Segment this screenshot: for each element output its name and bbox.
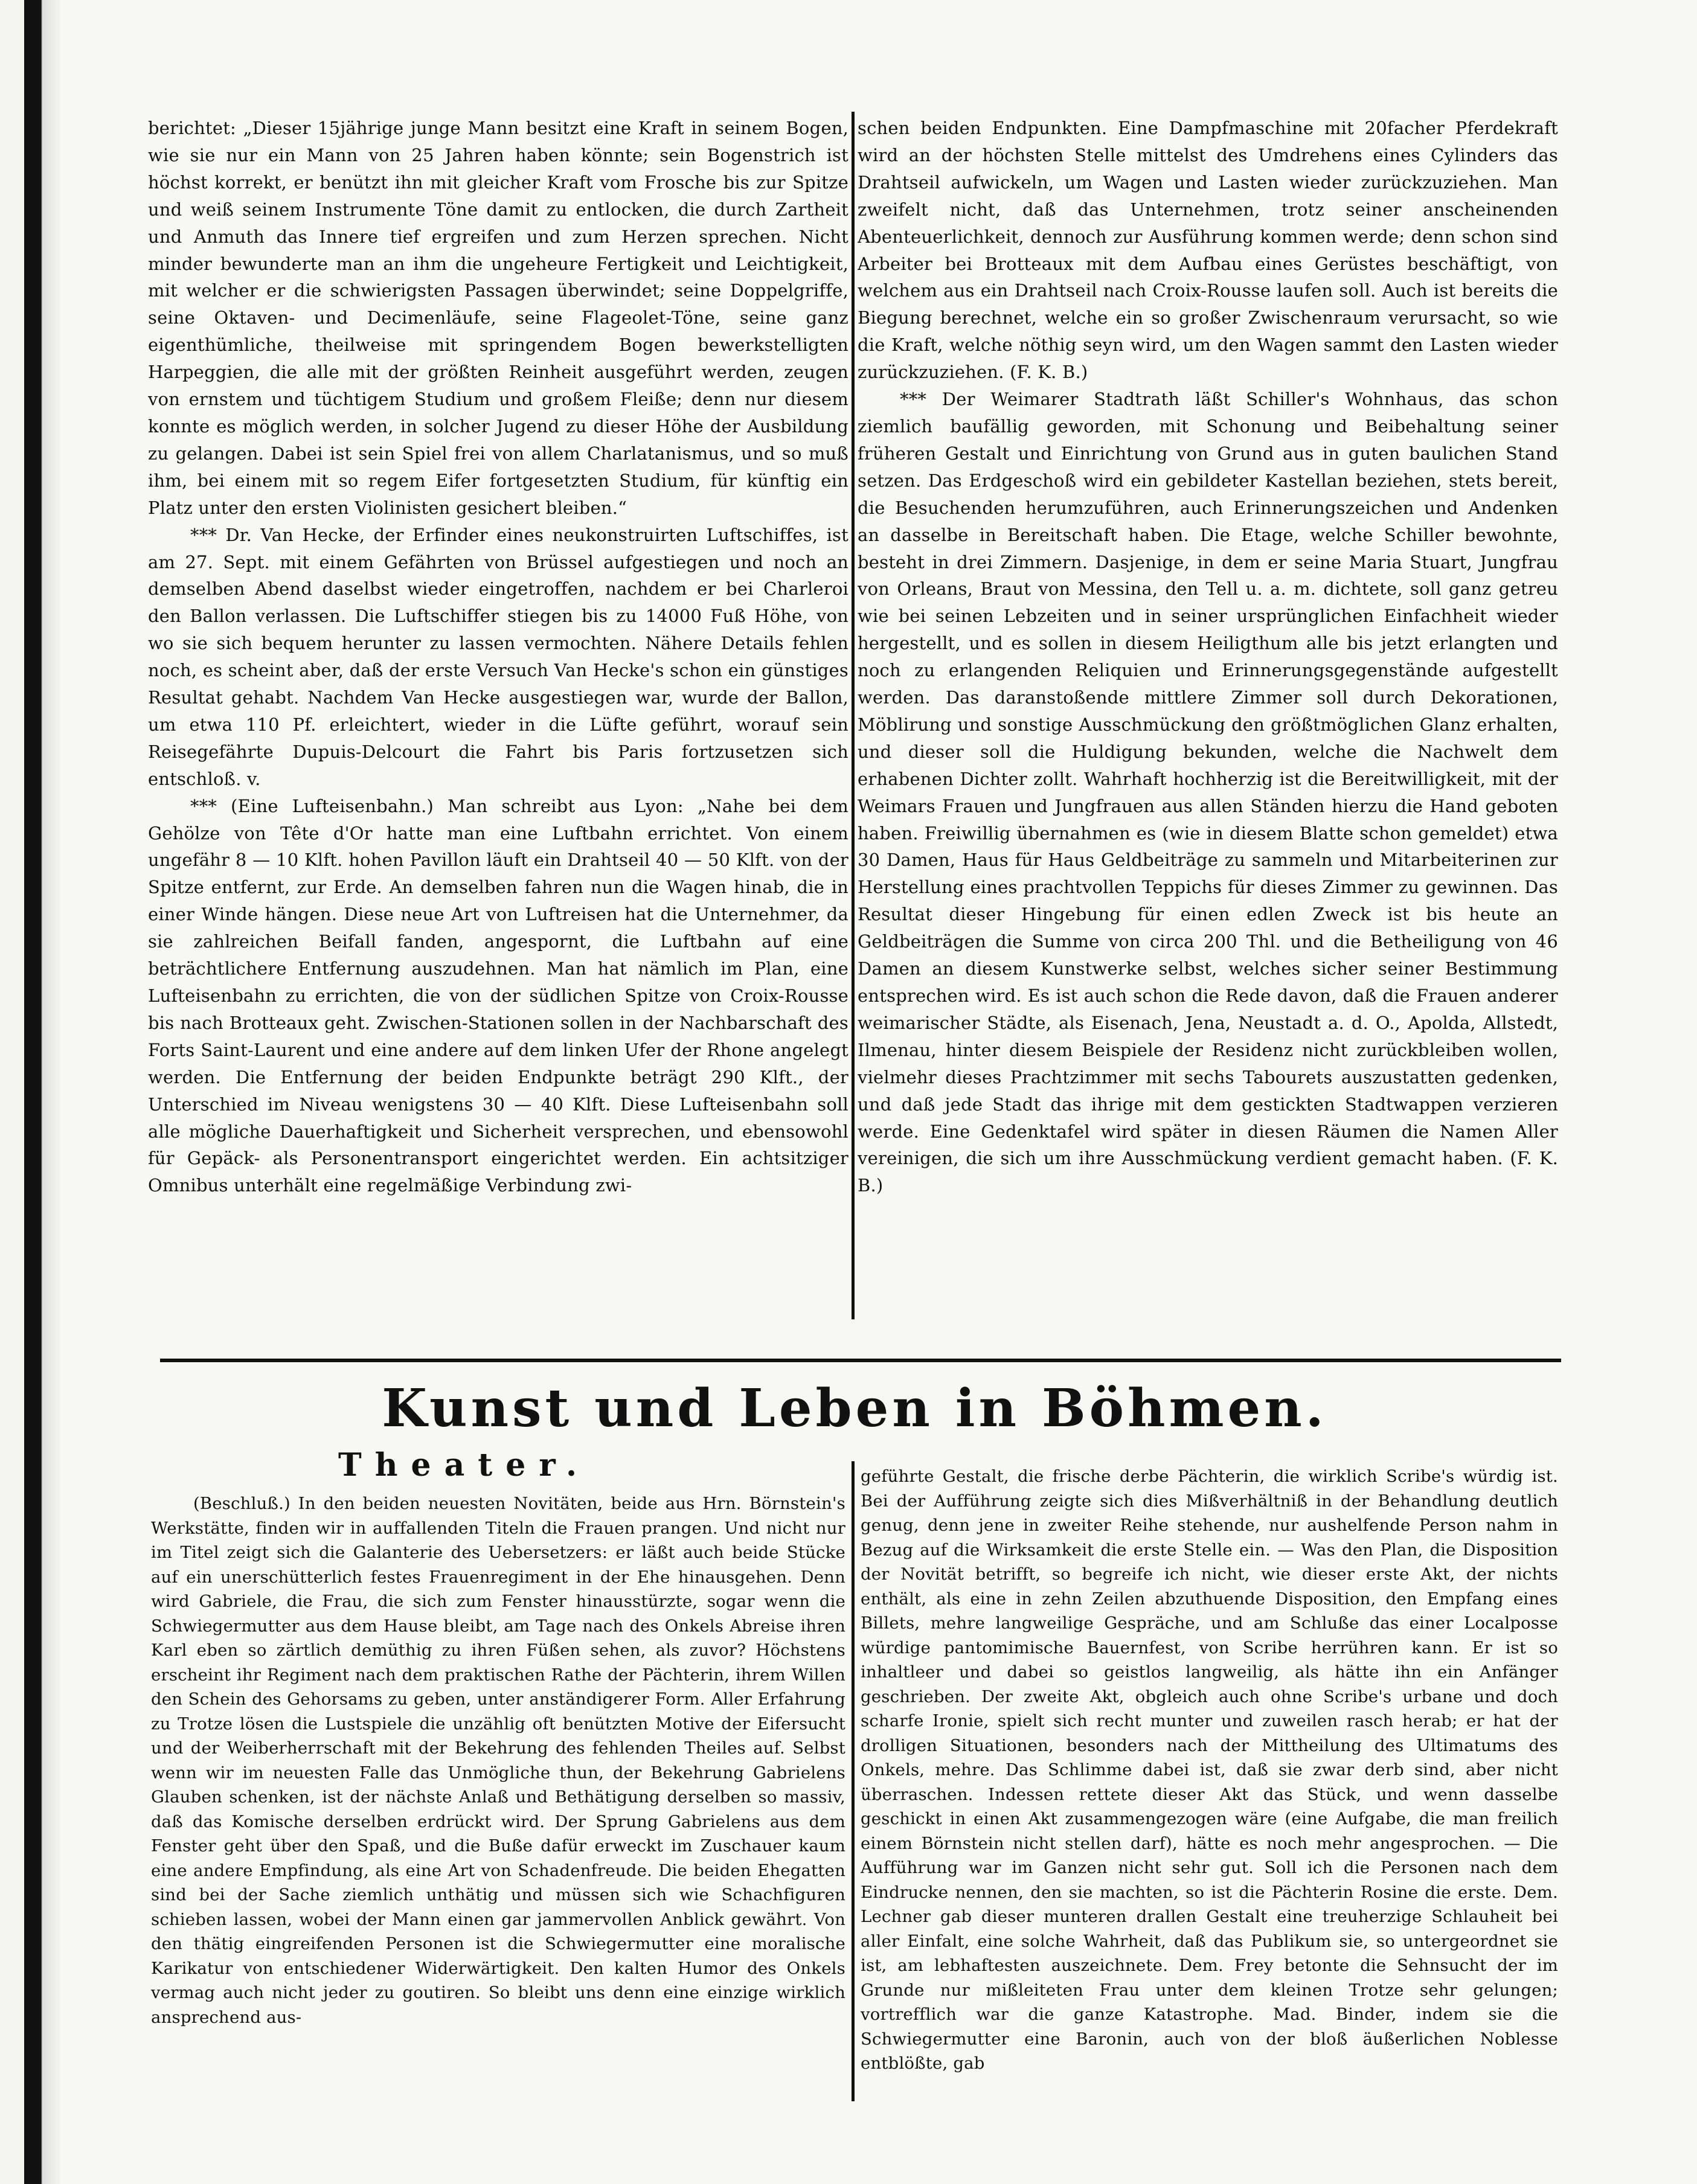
paragraph-schiller-haus: *** Der Weimarer Stadtrath läßt Schiller's Wohnhaus, das schon ziemlich baufällig geworden, mit Schonung und Beibehaltung seiner früheren Gestalt und Einrichtung von Grund aus in guten baulichen Stand setzen. Das Erdgeschoß wird ein gebildeter Kastellan beziehen, stets bereit, die Besuchenden herumzuführen, auch Erinnerungszeichen und Andenken an dasselbe in Bereitschaft haben. Die Etage, welche Schiller bewohnte, besteht in drei Zimmern. Dasjenige, in dem er seine Maria Stuart, Jungfrau von Orleans, Braut von Messina, den Tell u. a. m. dichtete, soll ganz getreu wie bei seinen Lebzeiten und in seiner ursprünglichen Einfachheit wieder hergestellt, und es sollen in diesem Heiligthum alle bis jetzt erlangten und noch zu erlangenden Reliquien und Erinnerungsgegenstände aufgestellt werden. Das daranstoßende mittlere Zimmer soll durch Dekorationen, Möblirung und sonstige Ausschmückung den größtmöglichen Glanz erhalten, und dieser soll die Huldigung bekunden, welche die Nachwelt dem erhabenen Dichter zollt. Wahrhaft hochherzig ist die Bereitwilligkeit, mit der Weimars Frauen und Jungfrauen aus allen Ständen hierzu die Hand geboten haben. Freiwillig übernahmen es (wie in diesem Blatte schon gemeldet) etwa 30 Damen, Haus für Haus Geldbeiträge zu sammeln und Mitarbeiterinen zur Herstellung eines prachtvollen Teppichs für dieses Zimmer zu gewinnen. Das Resultat dieser Hingebung für einen edlen Zweck ist bis heute an Geldbeiträgen die Summe von circa 200 Thl. und die Betheiligung von 46 Damen an diesem Kunstwerke selbst, welches sicher seiner Bestimmung entsprechen wird. Es ist auch schon die Rede davon, daß die Frauen anderer weimarischer Städte, als Eisenach, Jena, Neustadt a. d. O., Apolda, Allstedt, Ilmenau, hinter diesem Beispiele der Residenz nicht zurückbleiben wollen, vielmehr dieses Prachtzimmer mit sechs Tabourets auszustatten gedenken, und daß jede Stadt das ihrige mit dem gestickten Stadtwappen verzieren werde. Eine Gedenktafel wird später in diesen Räumen die Namen Aller vereinigen, die sich um ihre Ausschmückung verdient gemacht haben. (F. K. B.) xyxy=(858,389,1558,1196)
section-title: Kunst und Leben in Böhmen. xyxy=(382,1378,1327,1439)
paragraph-luftschiff: *** Dr. Van Hecke, der Erfinder eines neukonstruirten Luftschiffes, ist am 27. Sept. mit einem Gefährten von Brüssel aufgestiegen und noch an demselben Abend daselbst wieder eingetroffen, nachdem er bei Charleroi den Ballon verlassen. Die Luftschiffer stiegen bis zu 14000 Fuß Höhe, von wo sie sich bequem herunter zu lassen vermochten. Nähere Details fehlen noch, es scheint aber, daß der erste Versuch Van Hecke's schon ein günstiges Resultat gehabt. Nachdem Van Hecke ausgestiegen war, wurde der Ballon, um etwa 110 Pf. erleichtert, wieder in die Lüfte geführt, worauf sein Reisegefährte Dupuis-Delcourt die Fahrt bis Paris fortzusetzen sich entschloß. v. xyxy=(148,524,849,789)
paragraph-violinist: berichtet: „Dieser 15jährige junge Mann besitzt eine Kraft in seinem Bogen, wie sie nur ein Mann von 25 Jahren haben könnte; sein Bogenstrich ist höchst korrekt, er benützt ihn mit gleicher Kraft vom Frosche bis zur Spitze und weiß seinem Instrumente Töne damit zu entlocken, die durch Zartheit und Anmuth das Innere tief ergreifen und zum Herzen sprechen. Nicht minder bewunderte man an ihm die ungeheure Fertigkeit und Leichtigkeit, mit welcher er die schwierigsten Passagen überwindet; seine Doppelgriffe, seine Oktaven- und Decimenläufe, seine Flageolet-Töne, seine ganz eigenthümliche, theilweise mit springendem Bogen bewerkstelligten Harpeggien, die alle mit der größten Reinheit ausgeführt werden, zeugen von ernstem und tüchtigem Studium und großem Fleiße; denn nur diesem konnte es möglich werden, in solcher Jugend zu dieser Höhe der Ausbildung zu gelangen. Dabei ist sein Spiel frei von allem Charlatanismus, und so muß ihm, bei einem mit so regem Eifer fortgesetzten Studium, für künftig ein Platz unter den ersten Violinisten gesichert bleiben.“ xyxy=(148,118,849,518)
bottom-right-column xyxy=(861,1464,1558,2104)
paragraph-lufteisenbahn-cont: schen beiden Endpunkten. Eine Dampfmaschine mit 20facher Pferdekraft wird an der höchsten Stelle mittelst des Umdrehens eines Cylinders das Drahtseil aufwickeln, um Wagen und Lasten wieder zurückzuziehen. Man zweifelt nicht, daß das Unternehmen, trotz seiner anscheinenden Abenteuerlichkeit, dennoch zur Ausführung kommen werde; denn schon sind Arbeiter bei Brotteaux mit dem Aufbau eines Gerüstes beschäftigt, von welchem aus ein Drahtseil nach Croix-Rousse laufen soll. Auch ist bereits die Biegung berechnet, welche ein so großer Zwischenraum verursacht, so wie die Kraft, welche nöthig seyn wird, um den Wagen sammt den Lasten wieder zurückzuziehen. (F. K. B.) xyxy=(858,118,1558,383)
top-right-column xyxy=(858,115,1558,1319)
subsection-title: Theater. xyxy=(338,1447,591,1484)
book-binding-edge xyxy=(24,0,60,2184)
column-divider-top xyxy=(852,112,855,1319)
paragraph-theater: (Beschluß.) In den beiden neuesten Novitäten, beide aus Hrn. Börnstein's Werkstätte, finden wir in auffallenden Titeln die Frauen prangen. Und nicht nur im Titel zeigt sich die Galanterie des Uebersetzers: er läßt auch beide Stücke auf ein unerschütterlich festes Frauenregiment in der Ehe hinausgehen. Denn wird Gabriele, die Frau, die sich zum Fenster hinausstürzte, sogar wenn die Schwiegermutter aus dem Hause bleibt, am Tage nach des Onkels Abreise ihren Karl eben so zärtlich demüthig zu ihren Füßen sehen, als zuvor? Höchstens erscheint ihr Regiment nach dem praktischen Rathe der Pächterin, ihrem Willen den Schein des Gehorsams zu geben, unter anständigerer Form. Aller Erfahrung zu Trotze lösen die Lustspiele die unzählig oft benützten Motive der Eifersucht und der Weiberherrschaft mit der Bekehrung des fehlenden Theiles auf. Selbst wenn wir im neuesten Falle das Unmögliche thun, der Bekehrung Gabrielens Glauben schenken, ist der nächste Anlaß und Bethätigung derselben so massiv, daß das Komische derselben erdrückt wird. Der Sprung Gabrielens aus dem Fenster geht über den Spaß, und die Buße dafür erweckt im Zuschauer kaum eine andere Empfindung, als eine Art von Schadenfreude. Die beiden Ehegatten sind bei der Sache ziemlich unthätig und müssen sich wie Schachfiguren schieben lassen, wobei der Mann einen gar jammervollen Anblick gewährt. Von den thätig eingreifenden Personen ist die Schwiegermutter eine moralische Karikatur von entschiedener Widerwärtigkeit. Den kalten Humor des Onkels vermag auch nicht jeder zu goutiren. So bleibt uns denn eine einzige wirklich ansprechend aus- xyxy=(151,1494,845,2027)
paragraph-theater-cont: geführte Gestalt, die frische derbe Pächterin, die wirklich Scribe's würdig ist. Bei der Aufführung zeigte sich dies Mißverhältniß in der Behandlung deutlich genug, denn jene in zweiter Reihe stehende, nur aushelfende Person nahm in Bezug auf die Wirksamkeit die erste Stelle ein. — Was den Plan, die Disposition der Novität betrifft, so begreife ich nicht, wie dieser erste Akt, der nichts enthält, als eine in zehn Zeilen abzuthuende Disposition, den Empfang eines Billets, mehre langweilige Gespräche, und am Schluße das einer Localposse würdige pantomimische Bauernfest, von Scribe herrühren kann. Er ist so inhaltleer und dabei so geistlos langweilig, als hätte ihn ein Anfänger geschrieben. Der zweite Akt, obgleich auch ohne Scribe's urbane und doch scharfe Ironie, spielt sich recht munter und zuweilen rasch herab; er hat der drolligen Situationen, besonders nach der Mittheilung des Ultimatums des Onkels, mehre. Das Schlimme dabei ist, daß sie zwar derb sind, aber nicht überraschen. Indessen rettete dieser Akt das Stück, und wenn dasselbe geschickt in einen Akt zusammengezogen wäre (eine Aufgabe, die man freilich einem Börnstein nicht stellen darf), hätte es noch mehr angesprochen. — Die Aufführung war im Ganzen nicht sehr gut. Soll ich die Personen nach dem Eindrucke nennen, den sie machten, so ist die Pächterin Rosine die erste. Dem. Lechner gab dieser munteren drallen Gestalt eine treuherzige Schlauheit bei aller Einfalt, eine solche Wahrheit, daß das Publikum sie, so untergeordnet sie ist, am lebhaftesten auszeichnete. Dem. Frey betonte die Sehnsucht der im Grunde nur mißleiteten Frau unter dem kleinen Trotze sehr gelungen; vortrefflich war die ganze Katastrophe. Mad. Binder, indem sie die Schwiegermutter eine Baronin, auch von der bloß äußerlichen Noblesse entblößte, gab xyxy=(861,1467,1558,2073)
section-divider xyxy=(160,1359,1561,1362)
newspaper-page xyxy=(24,0,1697,2184)
top-left-column xyxy=(148,115,849,1319)
bottom-left-column xyxy=(151,1491,845,2101)
paragraph-lufteisenbahn: *** (Eine Lufteisenbahn.) Man schreibt aus Lyon: „Nahe bei dem Gehölze von Tête d'Or hatte man eine Luftbahn errichtet. Von einem ungefähr 8 — 10 Klft. hohen Pavillon läuft ein Drahtseil 40 — 50 Klft. von der Spitze entfernt, zur Erde. An demselben fahren nun die Wagen hinab, die in einer Winde hängen. Diese neue Art von Luftreisen hat die Unternehmer, da sie zahlreichen Beifall fanden, angespornt, die Luftbahn auf eine beträchtlichere Entfernung auszudehnen. Man hat nämlich im Plan, eine Lufteisenbahn zu errichten, die von der südlichen Spitze von Croix-Rousse bis nach Brotteaux geht. Zwischen-Stationen sollen in der Nachbarschaft des Forts Saint-Laurent und eine andere auf dem linken Ufer der Rhone angelegt werden. Die Entfernung der beiden Endpunkte beträgt 290 Klft., der Unterschied im Niveau wenigstens 30 — 40 Klft. Diese Lufteisenbahn soll alle mögliche Dauerhaftigkeit und Sicherheit versprechen, und ebensowohl für Gepäck- als Personentransport eingerichtet werden. Ein achtsitziger Omnibus unterhält eine regelmäßige Verbindung zwi- xyxy=(148,795,849,1196)
column-divider-bottom xyxy=(852,1461,855,2101)
